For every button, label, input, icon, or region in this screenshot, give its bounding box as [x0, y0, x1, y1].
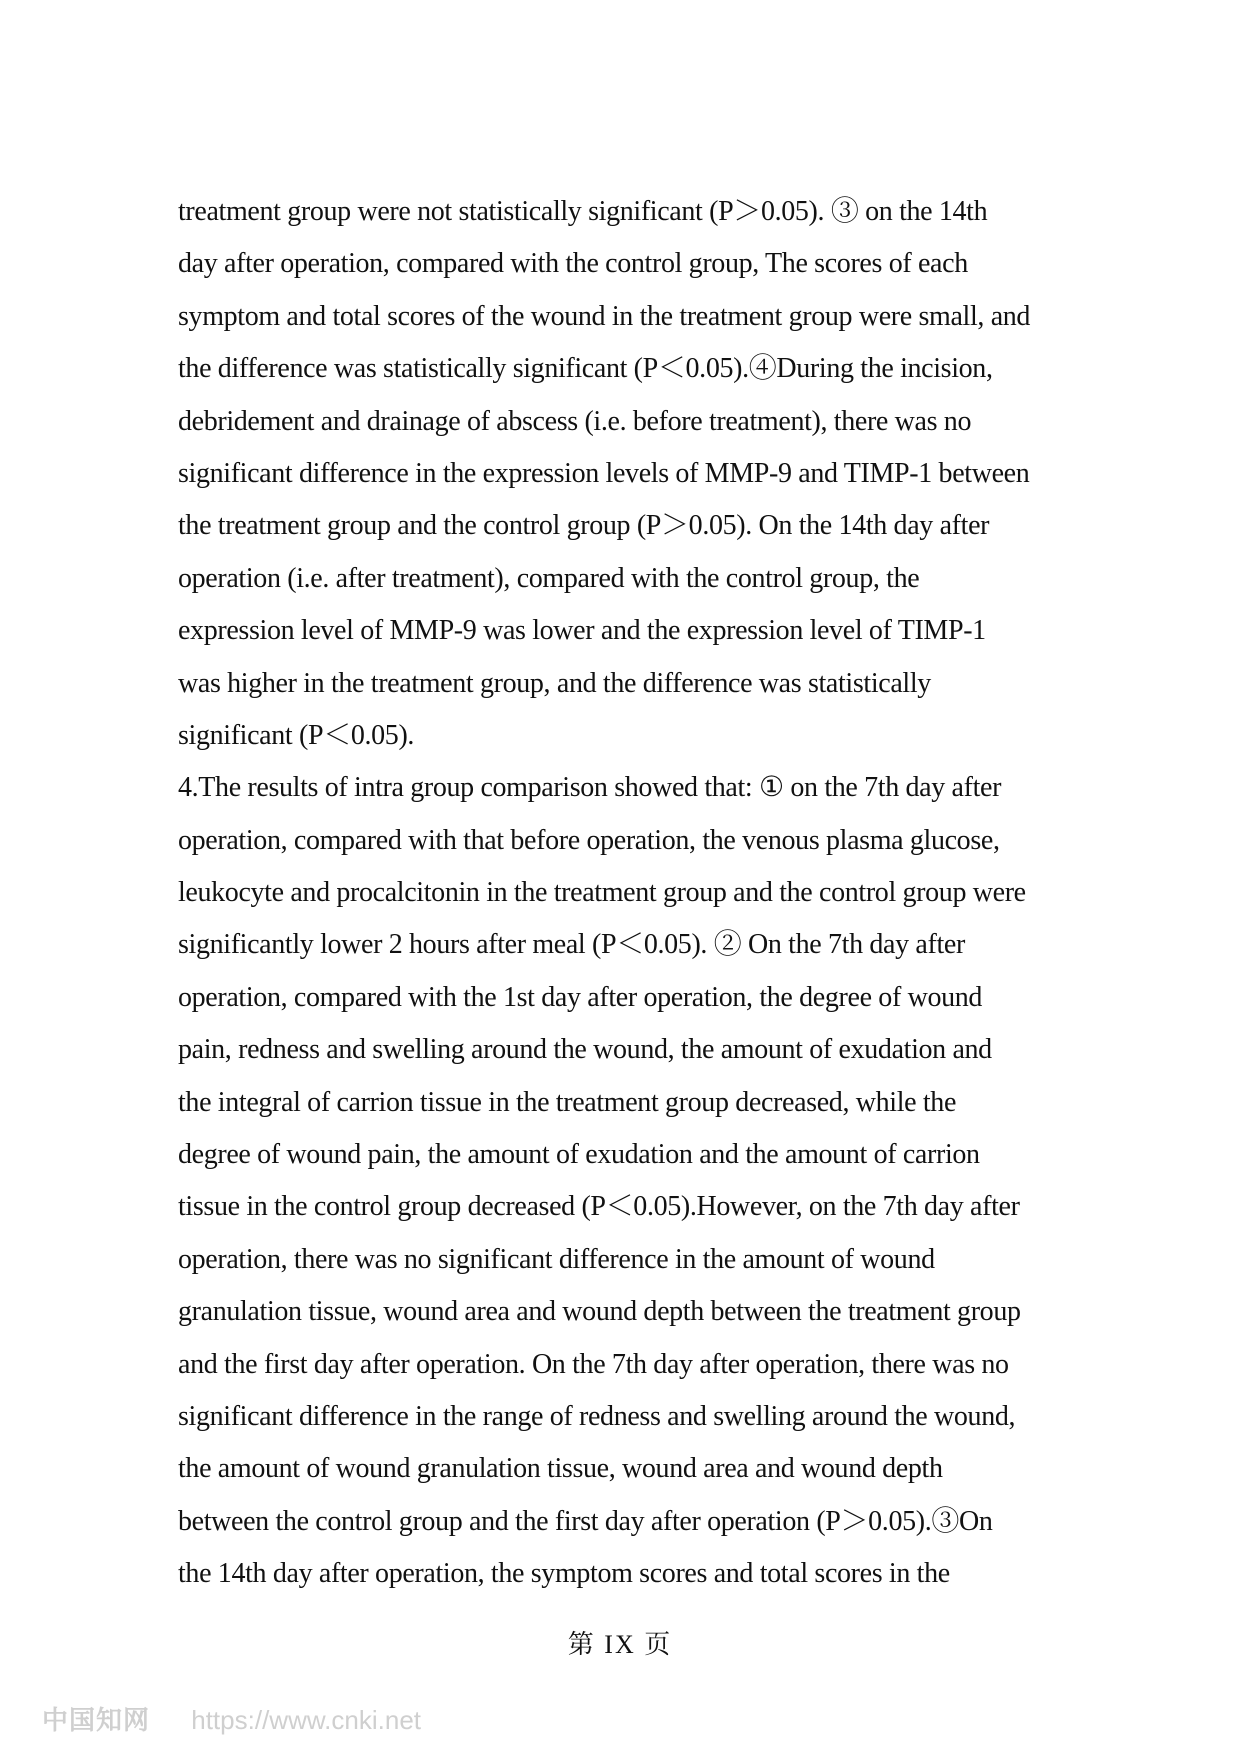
text-line: 4.The results of intra group comparison showed that: ① on the 7th day after	[178, 772, 1002, 804]
text-line: pain, redness and swelling around the wound, the amount of exudation and	[178, 1034, 992, 1066]
watermark	[42, 1700, 421, 1737]
text-line: leukocyte and procalcitonin in the treatment group and the control group were	[178, 877, 1026, 909]
text-line: the 14th day after operation, the symptom scores and total scores in the	[178, 1558, 950, 1590]
text-line: was higher in the treatment group, and the difference was statistically	[178, 667, 931, 699]
text-line: significant (P＜0.05).	[178, 719, 415, 751]
text-line: between the control group and the first day after operation (P＞0.05).③On	[178, 1505, 993, 1537]
text-line: granulation tissue, wound area and wound depth between the treatment group	[178, 1296, 1021, 1328]
text-line: operation, compared with the 1st day after operation, the degree of wound	[178, 981, 983, 1013]
body-text	[178, 186, 1108, 1601]
text-line: symptom and total scores of the wound in the treatment group were small, and	[178, 300, 1031, 332]
text-line: operation, compared with that before operation, the venous plasma glucose,	[178, 824, 1000, 856]
text-line: the integral of carrion tissue in the treatment group decreased, while the	[178, 1086, 957, 1118]
page-number: 第 IX 页	[567, 1630, 673, 1659]
text-line: operation, there was no significant difference in the amount of wound	[178, 1243, 935, 1275]
text-line: tissue in the control group decreased (P＜0.05).However, on the 7th day after	[178, 1191, 1020, 1223]
text-line: the treatment group and the control group (P＞0.05). On the 14th day after	[178, 510, 990, 542]
text-line: expression level of MMP-9 was lower and the expression level of TIMP-1	[178, 615, 986, 647]
text-line: the amount of wound granulation tissue, wound area and wound depth	[178, 1453, 943, 1485]
text-line: degree of wound pain, the amount of exudation and the amount of carrion	[178, 1139, 980, 1171]
text-line: operation (i.e. after treatment), compared with the control group, the	[178, 562, 920, 594]
watermark-url: https://www.cnki.net	[191, 1705, 422, 1735]
text-line: treatment group were not statistically significant (P＞0.05). ③ on the 14th	[178, 196, 988, 227]
watermark-logo: 中国知网	[42, 1705, 151, 1735]
text-line: significantly lower 2 hours after meal (P＜0.05). ② On the 7th day after	[178, 929, 965, 961]
text-line: debridement and drainage of abscess (i.e. before treatment), there was no	[178, 405, 972, 437]
text-line: significant difference in the range of redness and swelling around the wound,	[178, 1400, 1016, 1432]
text-line: and the first day after operation. On the 7th day after operation, there was no	[178, 1348, 1009, 1380]
text-line: significant difference in the expression levels of MMP-9 and TIMP-1 between	[178, 457, 1030, 489]
text-line: day after operation, compared with the control group, The scores of each	[178, 248, 968, 280]
text-line: the difference was statistically significant (P＜0.05).④During the incision,	[178, 353, 993, 385]
